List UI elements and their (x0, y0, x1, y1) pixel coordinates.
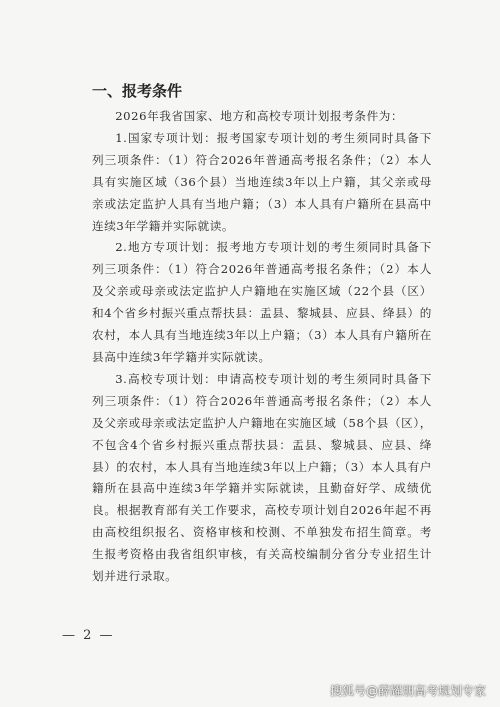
intro-paragraph: 2026年我省国家、地方和高校专项计划报考条件为： (115, 109, 404, 123)
national-plan-paragraph: 1.国家专项计划：报考国家专项计划的考生须同时具备下列三项条件：（1）符合2026年普通高考报名条件；（2）本人具有实施区域（36个县）当地连续3年以上户籍，其父亲或母亲或法定监护人具有当地户籍；（3）本人具有户籍所在县高中连续3年学籍并实际就读。 (92, 130, 432, 233)
university-plan-paragraph: 3.高校专项计划：申请高校专项计划的考生须同时具备下列三项条件：（1）符合2026年普通高考报名条件；（2）本人及父亲或母亲或法定监护人户籍地在实施区域（58个县（区），不包含4个省乡村振兴重点帮扶县：盂县、黎城县、应县、绛县）的农村，本人具有当地连续3年以上户籍；（3）本人具有户籍所在县高中连续3年学籍并实际就读，且勤奋好学、成绩优良。根据教育部有关工作要求，高校专项计划自2026年起不再由高校组织报名、资格审核和校测、不单独发布招生简章。考生报考资格由我省组织审核，有关高校编制分省分专业招生计划并进行录取。 (92, 371, 432, 584)
document-body (92, 78, 432, 588)
local-plan-paragraph: 2.地方专项计划：报考地方专项计划的考生须同时具备下列三项条件：（1）符合2026年普通高考报名条件；（2）本人及父亲或母亲或法定监护人户籍地在实施区域（22个县（区）和4个省乡村振兴重点帮扶县：盂县、黎城县、应县、绛县）的农村，本人具有当地连续3年以上户籍；（3）本人具有户籍所在县高中连续3年学籍并实际就读。 (92, 240, 432, 364)
section-heading: 一、报考条件 (92, 82, 183, 100)
source-watermark: 搜狐号@薛耀朋高考规划专家 (329, 684, 486, 698)
page-number: — 2 — (62, 628, 115, 643)
